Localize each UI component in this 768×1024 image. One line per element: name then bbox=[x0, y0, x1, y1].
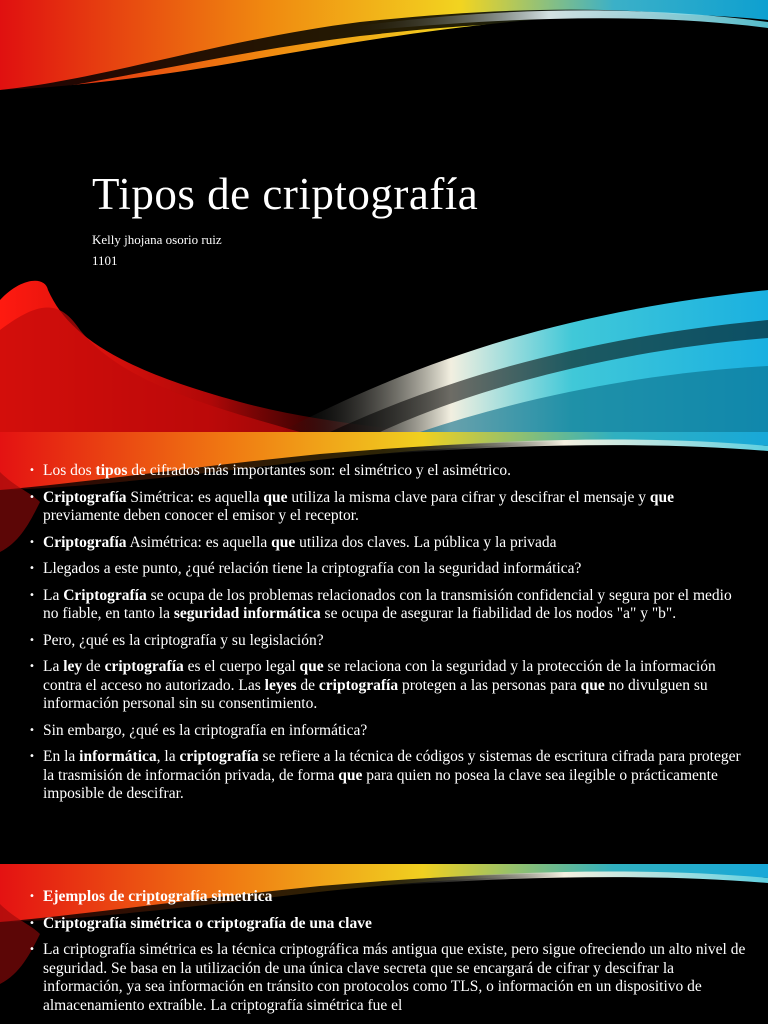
text-run: se relaciona con la seguridad y la protección de la información contra el acceso no autorizado. Las bbox=[43, 658, 716, 694]
text-run: es el cuerpo legal bbox=[183, 658, 300, 675]
bullet-item bbox=[0, 489, 768, 526]
bullet-item bbox=[0, 722, 768, 741]
text-run: Asimétrica: es aquella bbox=[126, 533, 272, 551]
bold-text: que bbox=[580, 676, 605, 694]
group-number: 1101 bbox=[92, 253, 118, 268]
page-title: Tipos de criptografía bbox=[92, 169, 479, 219]
text-run: se ocupa de asegurar la fiabilidad de los nodos "a" y "b". bbox=[320, 605, 677, 622]
bold-text: que bbox=[299, 658, 324, 675]
content-slide bbox=[0, 432, 768, 864]
bold-text: que bbox=[338, 766, 363, 784]
bullet-item bbox=[0, 888, 768, 907]
bold-text: Criptografía bbox=[63, 586, 147, 604]
text-run: La bbox=[43, 586, 64, 604]
bullet-item bbox=[0, 748, 768, 804]
text-run: utiliza dos claves. La pública y la privada bbox=[295, 533, 557, 551]
bullet-item bbox=[0, 632, 768, 651]
text-run: Sin embargo, ¿qué es la criptografía en informática? bbox=[43, 721, 368, 739]
bullet-item bbox=[0, 658, 768, 714]
text-run: protegen a las personas para bbox=[398, 676, 581, 694]
bold-text: criptografía bbox=[104, 658, 184, 675]
text-run: previamente deben conocer el emisor y el receptor. bbox=[43, 507, 359, 524]
bold-text: Criptografía bbox=[43, 488, 127, 506]
bold-text: que bbox=[271, 533, 296, 551]
bullet-item bbox=[0, 462, 768, 481]
text-run: La criptografía simétrica es la técnica criptográfica más antigua que existe, pero sigue ofreciendo un alto nivel de seguridad. Se basa en la utilización de una única clave secreta que se encargará de cifrar y descifrar la información, ya sea información en tránsito con protocolos como TLS, o información en un dispositivo de almacenamiento extraíble. La criptografía simétrica fue el bbox=[43, 941, 746, 1014]
text-run: de bbox=[82, 658, 105, 675]
bold-text: Criptografía simétrica o criptografía de una clave bbox=[43, 914, 372, 932]
author-name: Kelly jhojana osorio ruiz bbox=[92, 232, 222, 247]
bullet-item bbox=[0, 587, 768, 624]
text-run: de cifrados más importantes son: el simétrico y el asimétrico. bbox=[127, 462, 511, 479]
text-run: no divulguen su información personal sin su consentimiento. bbox=[43, 676, 708, 712]
bullet-list bbox=[0, 462, 768, 812]
title-slide bbox=[0, 0, 768, 432]
bullet-list bbox=[0, 888, 768, 1023]
text-run: Los dos bbox=[43, 462, 96, 479]
bullet-item bbox=[0, 534, 768, 553]
text-run: , la bbox=[156, 748, 180, 765]
text-run: se refiere a la técnica de códigos y sistemas de escritura cifrada para proteger la trasmisión de información privada, de forma bbox=[43, 748, 741, 784]
bold-text: informática bbox=[79, 748, 157, 765]
bold-text: que bbox=[649, 488, 674, 506]
bullet-item bbox=[0, 941, 768, 1015]
bold-text: tipos bbox=[95, 462, 128, 479]
bullet-item bbox=[0, 560, 768, 579]
bold-text: que bbox=[263, 488, 288, 506]
examples-slide bbox=[0, 864, 768, 1024]
text-run: se ocupa de los problemas relacionados con la transmisión confidencial y segura por el medio no fiable, en tanto la bbox=[43, 586, 732, 622]
bullet-item bbox=[0, 915, 768, 934]
bold-text: Criptografía bbox=[43, 533, 127, 551]
text-run: Pero, ¿qué es la criptografía y su legislación? bbox=[43, 631, 324, 649]
bold-text: criptografía bbox=[318, 676, 399, 694]
bold-text: criptografía bbox=[179, 748, 259, 765]
text-run: Llegados a este punto, ¿qué relación tiene la criptografía con la seguridad informática? bbox=[43, 560, 582, 577]
text-run: de bbox=[296, 676, 319, 694]
text-run: Simétrica: es aquella bbox=[126, 488, 264, 506]
bold-text: seguridad informática bbox=[173, 605, 321, 622]
text-run: En la bbox=[43, 748, 80, 765]
text-run: utiliza la misma clave para cifrar y descifrar el mensaje y bbox=[287, 488, 650, 506]
bold-text: Ejemplos de criptografía simetrica bbox=[43, 888, 273, 905]
text-run: para quien no posea la clave sea ilegible o prácticamente imposible de descifrar. bbox=[43, 766, 718, 802]
bold-text: ley bbox=[63, 658, 83, 675]
text-run: La bbox=[43, 658, 64, 675]
bold-text: leyes bbox=[264, 676, 297, 694]
